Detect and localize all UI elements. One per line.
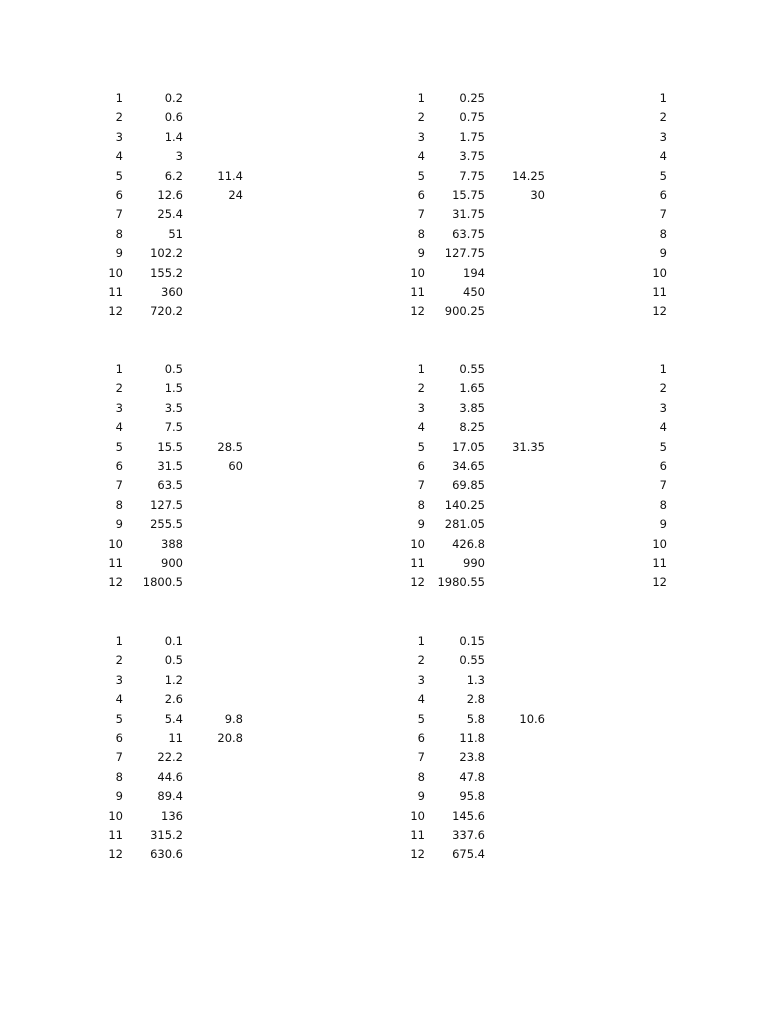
row-index-cell: 9 [115,517,123,532]
value-cell: 23.8 [459,750,485,765]
row-index-cell: 1 [417,91,425,105]
row-index-cell: 6 [659,459,667,473]
value-cell: 11.8 [459,731,485,745]
row-index-cell: 9 [659,246,667,261]
value-cell: 127.5 [150,497,183,512]
row-index-cell: 11 [108,556,123,570]
row-index-cell: 10 [652,265,667,280]
summary-cell: 31.35 [512,439,545,454]
row-index-cell: 3 [417,129,425,144]
row-index-cell: 9 [417,517,425,532]
row-index-cell: 2 [115,110,123,125]
row-index-cell: 4 [417,149,425,164]
row-index-cell: 1 [115,362,123,376]
value-cell: 145.6 [452,808,485,823]
row-index-cell: 11 [652,556,667,570]
row-index-cell: 4 [659,420,667,435]
row-index-cell: 9 [417,246,425,261]
row-index-cell: 1 [417,362,425,376]
row-index-cell: 12 [108,575,123,590]
value-cell: 675.4 [452,847,485,862]
value-cell: 31.5 [157,459,183,473]
row-index-cell: 5 [417,439,425,454]
row-index-cell: 8 [115,497,123,512]
value-cell: 15.5 [157,439,183,454]
row-index-cell: 6 [659,188,667,202]
value-cell: 2.8 [466,692,485,707]
value-cell: 51 [168,226,183,241]
summary-cell: 11.4 [217,168,243,183]
value-cell: 0.55 [459,653,485,668]
row-index-cell: 7 [417,750,425,765]
row-index-cell: 1 [659,362,667,376]
value-cell: 63.5 [157,478,183,493]
row-index-cell: 8 [417,769,425,784]
summary-cell: 28.5 [217,439,243,454]
summary-cell: 24 [228,188,243,202]
row-index-cell: 3 [417,672,425,687]
row-index-cell: 10 [652,536,667,551]
row-index-cell: 4 [659,149,667,164]
row-index-cell: 8 [115,226,123,241]
row-index-cell: 2 [115,381,123,396]
value-cell: 155.2 [150,265,183,280]
value-cell: 44.6 [157,769,183,784]
row-index-cell: 2 [659,110,667,125]
row-index-cell: 4 [115,420,123,435]
value-cell: 388 [161,536,183,551]
row-index-cell: 7 [115,750,123,765]
row-index-cell: 8 [417,497,425,512]
row-index-cell: 7 [659,207,667,222]
row-index-cell: 7 [417,478,425,493]
value-cell: 5.8 [466,711,485,726]
row-index-cell: 11 [410,285,425,299]
row-index-cell: 3 [659,129,667,144]
row-index-cell: 6 [115,459,123,473]
value-cell: 0.15 [459,634,485,648]
value-cell: 3.85 [459,400,485,415]
row-index-cell: 4 [115,149,123,164]
row-index-cell: 10 [410,536,425,551]
value-cell: 900.25 [444,304,485,319]
value-cell: 0.6 [164,110,183,125]
value-cell: 1.65 [459,381,485,396]
value-cell: 2.6 [164,692,183,707]
value-cell: 0.75 [459,110,485,125]
row-index-cell: 1 [417,634,425,648]
value-cell: 0.5 [164,362,183,376]
row-index-cell: 8 [417,226,425,241]
row-index-cell: 3 [115,129,123,144]
summary-cell: 30 [530,188,545,202]
value-cell: 1.5 [164,381,183,396]
value-cell: 1.4 [164,129,183,144]
row-index-cell: 10 [108,265,123,280]
row-index-cell: 6 [417,188,425,202]
summary-cell: 9.8 [224,711,243,726]
value-cell: 194 [463,265,485,280]
row-index-cell: 5 [115,439,123,454]
value-cell: 1.2 [164,672,183,687]
value-cell: 63.75 [452,226,485,241]
row-index-cell: 9 [115,246,123,261]
row-index-cell: 9 [659,517,667,532]
row-index-cell: 11 [108,828,123,842]
value-cell: 140.25 [444,497,485,512]
summary-cell: 60 [228,459,243,473]
row-index-cell: 2 [115,653,123,668]
row-index-cell: 1 [115,91,123,105]
row-index-cell: 3 [417,400,425,415]
row-index-cell: 7 [659,478,667,493]
row-index-cell: 8 [659,497,667,512]
value-cell: 281.05 [444,517,485,532]
summary-cell: 14.25 [512,168,545,183]
value-cell: 12.6 [157,188,183,202]
row-index-cell: 12 [652,304,667,319]
row-index-cell: 5 [115,711,123,726]
row-index-cell: 5 [115,168,123,183]
value-cell: 1800.5 [142,575,183,590]
row-index-cell: 11 [108,285,123,299]
value-cell: 1.3 [466,672,485,687]
value-cell: 7.5 [164,420,183,435]
row-index-cell: 10 [410,808,425,823]
row-index-cell: 12 [410,847,425,862]
row-index-cell: 3 [659,400,667,415]
value-cell: 426.8 [452,536,485,551]
value-cell: 34.65 [452,459,485,473]
value-cell: 89.4 [157,789,183,804]
value-cell: 22.2 [157,750,183,765]
value-cell: 0.25 [459,91,485,105]
row-index-cell: 4 [417,692,425,707]
row-index-cell: 12 [652,575,667,590]
value-cell: 1980.55 [437,575,485,590]
row-index-cell: 1 [115,634,123,648]
row-index-cell: 5 [659,439,667,454]
value-cell: 95.8 [459,789,485,804]
row-index-cell: 1 [659,91,667,105]
value-cell: 17.05 [452,439,485,454]
row-index-cell: 2 [659,381,667,396]
value-cell: 5.4 [164,711,183,726]
value-cell: 900 [161,556,183,570]
row-index-cell: 12 [410,575,425,590]
summary-cell: 10.6 [519,711,545,726]
row-index-cell: 8 [659,226,667,241]
value-cell: 6.2 [164,168,183,183]
value-cell: 47.8 [459,769,485,784]
row-index-cell: 12 [108,847,123,862]
value-cell: 360 [161,285,183,299]
value-cell: 11 [168,731,183,745]
row-index-cell: 4 [417,420,425,435]
row-index-cell: 4 [115,692,123,707]
row-index-cell: 6 [115,188,123,202]
value-cell: 450 [463,285,485,299]
row-index-cell: 8 [115,769,123,784]
value-cell: 15.75 [452,188,485,202]
row-index-cell: 12 [108,304,123,319]
value-cell: 3 [175,149,183,164]
value-cell: 337.6 [452,828,485,842]
value-cell: 990 [463,556,485,570]
row-index-cell: 5 [417,168,425,183]
value-cell: 25.4 [157,207,183,222]
row-index-cell: 2 [417,110,425,125]
value-cell: 315.2 [150,828,183,842]
row-index-cell: 2 [417,381,425,396]
value-cell: 3.75 [459,149,485,164]
value-cell: 7.75 [459,168,485,183]
value-cell: 255.5 [150,517,183,532]
row-index-cell: 11 [410,556,425,570]
value-cell: 0.5 [164,653,183,668]
value-cell: 0.1 [164,634,183,648]
row-index-cell: 6 [417,731,425,745]
value-cell: 0.55 [459,362,485,376]
row-index-cell: 11 [652,285,667,299]
value-cell: 31.75 [452,207,485,222]
row-index-cell: 10 [108,808,123,823]
value-cell: 102.2 [150,246,183,261]
row-index-cell: 12 [410,304,425,319]
value-cell: 1.75 [459,129,485,144]
row-index-cell: 2 [417,653,425,668]
row-index-cell: 3 [115,400,123,415]
row-index-cell: 5 [417,711,425,726]
row-index-cell: 10 [108,536,123,551]
value-cell: 630.6 [150,847,183,862]
row-index-cell: 10 [410,265,425,280]
value-cell: 136 [161,808,183,823]
summary-cell: 20.8 [217,731,243,745]
row-index-cell: 7 [115,207,123,222]
row-index-cell: 7 [115,478,123,493]
value-cell: 127.75 [444,246,485,261]
value-cell: 8.25 [459,420,485,435]
value-cell: 0.2 [164,91,183,105]
value-cell: 3.5 [164,400,183,415]
row-index-cell: 7 [417,207,425,222]
row-index-cell: 5 [659,168,667,183]
value-cell: 720.2 [150,304,183,319]
row-index-cell: 9 [115,789,123,804]
row-index-cell: 6 [115,731,123,745]
value-cell: 69.85 [452,478,485,493]
row-index-cell: 3 [115,672,123,687]
row-index-cell: 9 [417,789,425,804]
row-index-cell: 6 [417,459,425,473]
row-index-cell: 11 [410,828,425,842]
